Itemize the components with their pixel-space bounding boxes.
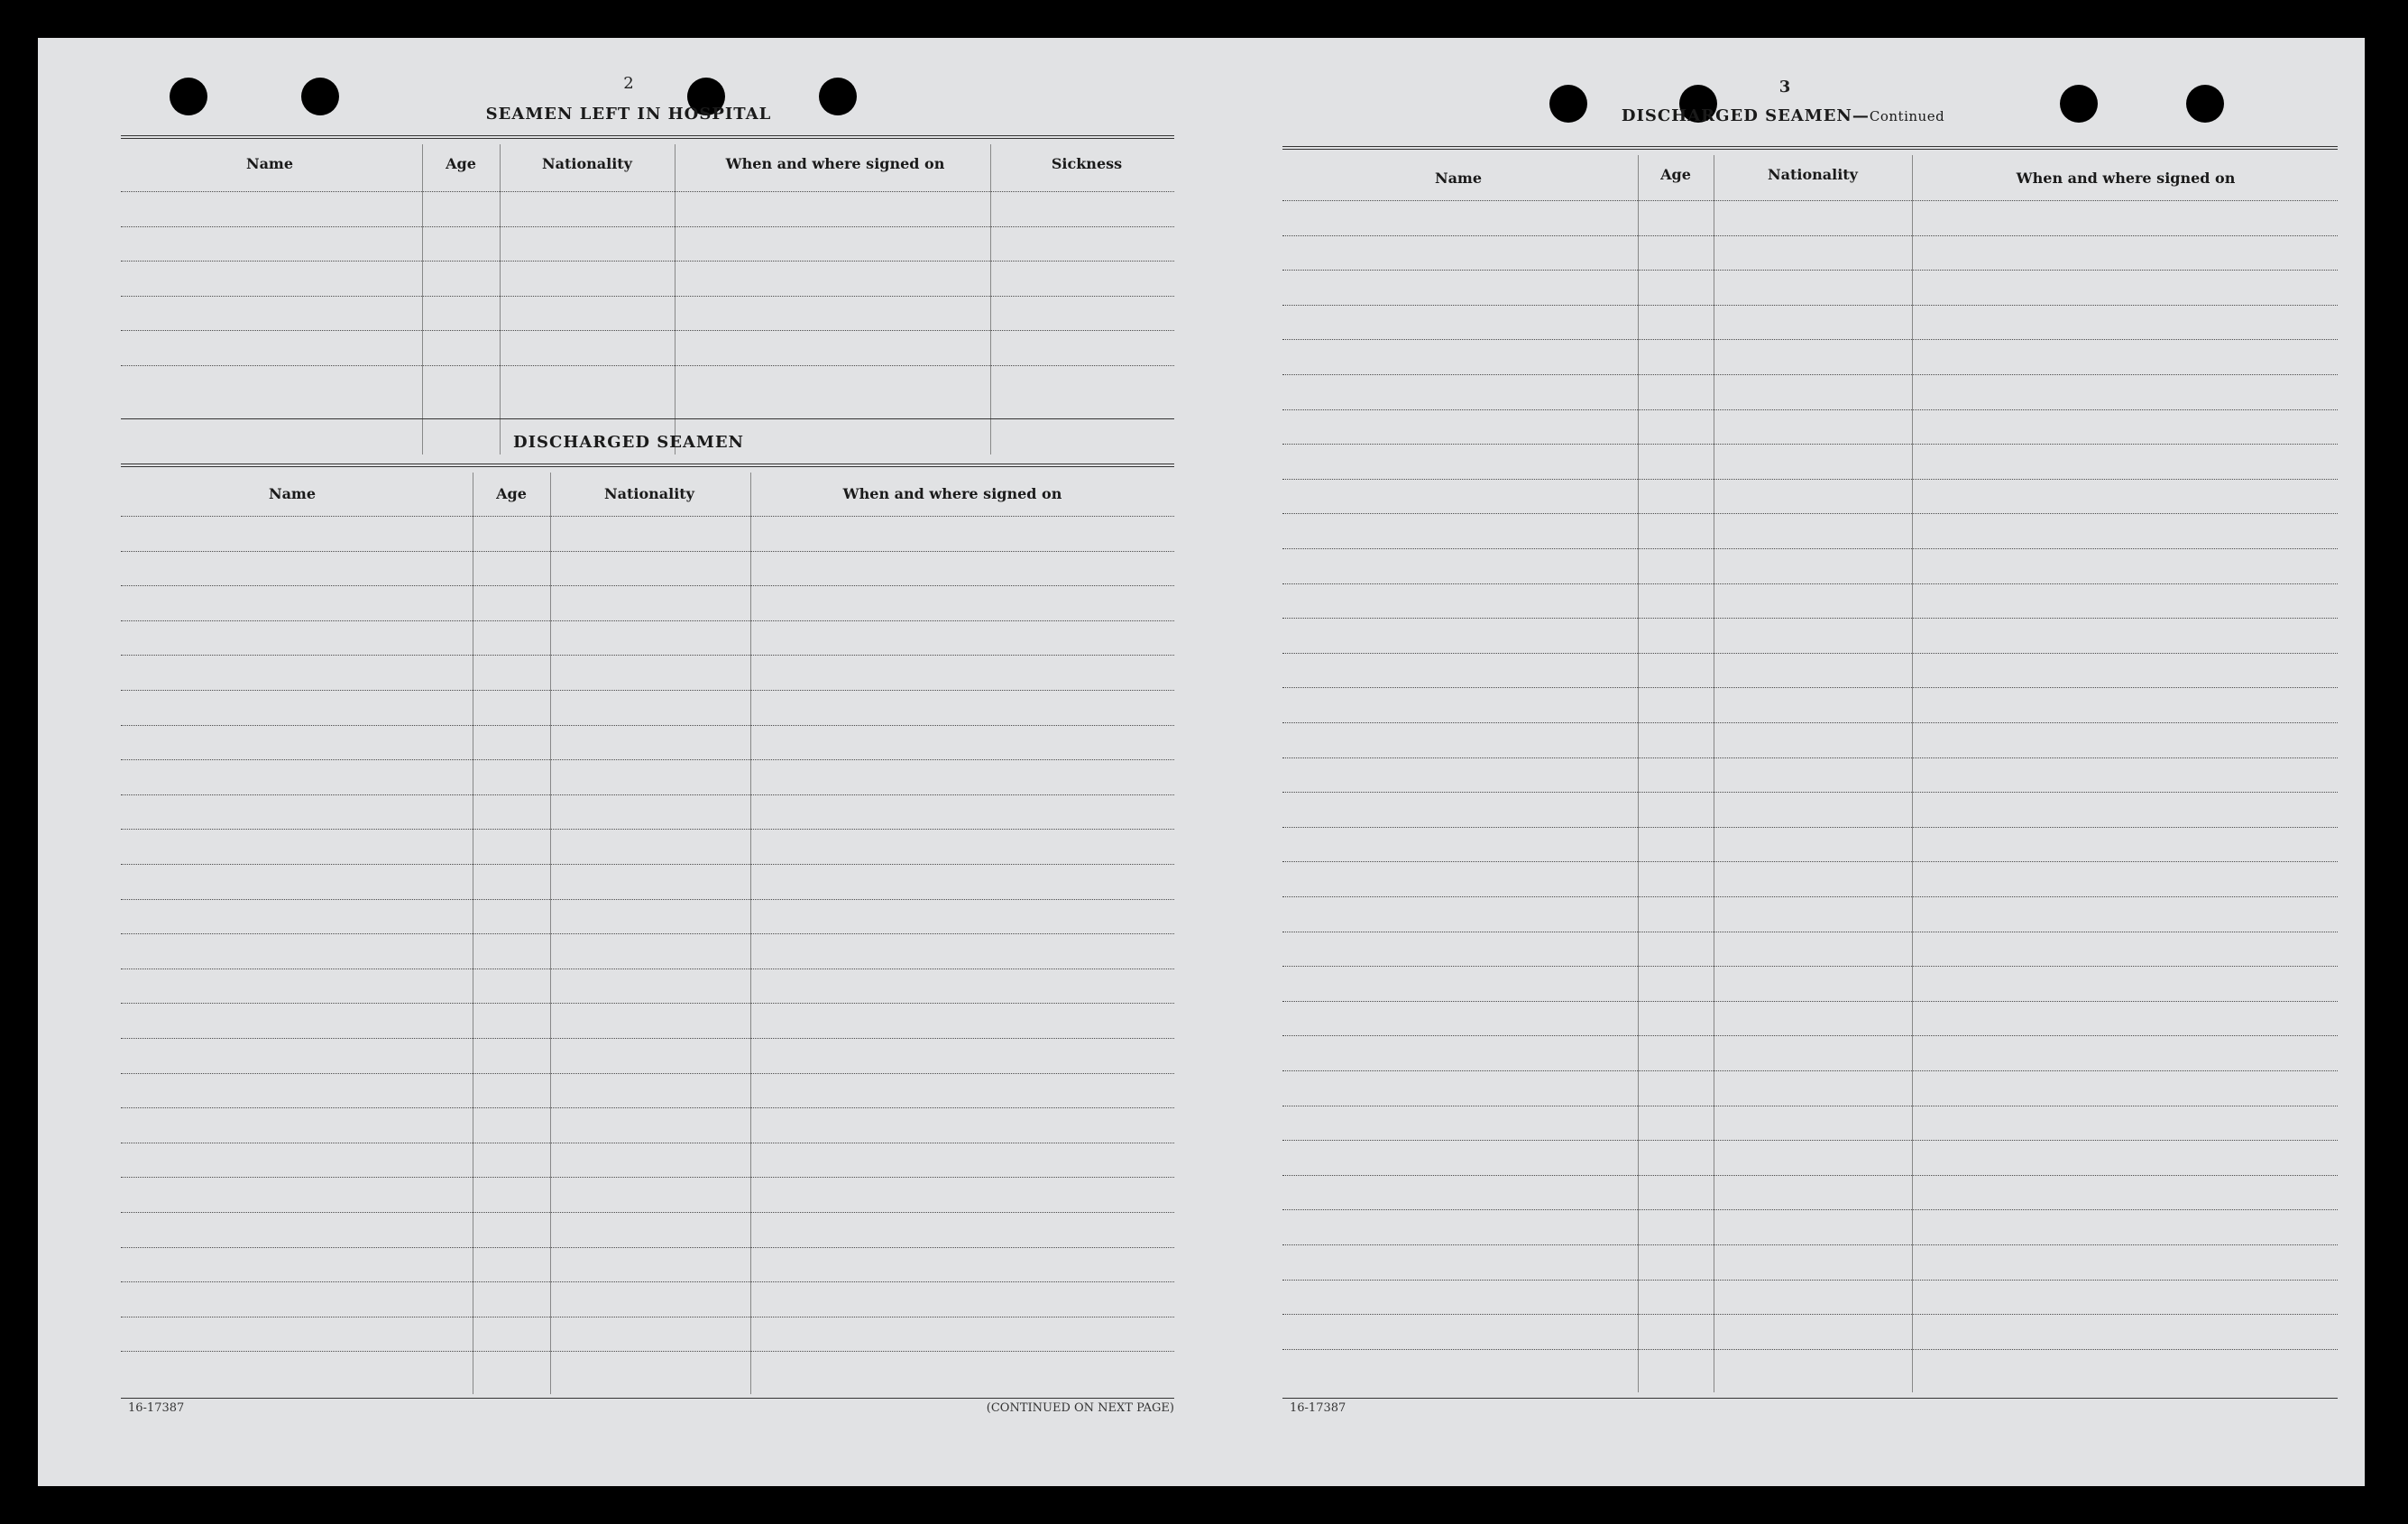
- table-row: [121, 759, 1174, 760]
- column-header-age: Age: [446, 155, 476, 172]
- table-row: [1282, 827, 2338, 828]
- table-row: [121, 191, 1174, 192]
- table-row: [1282, 653, 2338, 654]
- hospital-section-title: SEAMEN LEFT IN HOSPITAL: [485, 105, 772, 124]
- table-row: [121, 1247, 1174, 1248]
- table-row: [121, 261, 1174, 262]
- column-divider: [1912, 155, 1913, 1392]
- table-row: [121, 296, 1174, 297]
- table-row: [1282, 1244, 2338, 1245]
- table-row: [1282, 687, 2338, 688]
- continued-note: (CONTINUED ON NEXT PAGE): [986, 1401, 1174, 1415]
- table-row: [1282, 792, 2338, 793]
- column-header-signed-on: When and where signed on: [842, 485, 1062, 502]
- page-number: 3: [1778, 78, 1791, 96]
- table-row: [1282, 305, 2338, 306]
- table-row: [1282, 1280, 2338, 1281]
- discharged-continued-title: [1526, 106, 2040, 125]
- table-row: [121, 516, 1174, 517]
- table-row: [121, 725, 1174, 726]
- table-row: [1282, 270, 2338, 271]
- table-row: [121, 899, 1174, 900]
- discharged-table-top-rule: [121, 464, 1174, 467]
- table-row: [121, 551, 1174, 552]
- hospital-table-bottom-rule: [121, 418, 1174, 419]
- table-row: [121, 655, 1174, 656]
- table-row: [121, 620, 1174, 621]
- table-row: [121, 1281, 1174, 1282]
- column-header-name: Name: [245, 155, 294, 172]
- table-row: [1282, 583, 2338, 584]
- right-page-bottom-rule: [1282, 1398, 2338, 1399]
- table-row: [121, 794, 1174, 795]
- table-row: [121, 1351, 1174, 1352]
- title-continued: Continued: [1869, 108, 1945, 124]
- table-row: [1282, 896, 2338, 897]
- table-row: [1282, 618, 2338, 619]
- table-row: [1282, 1035, 2338, 1036]
- table-row: [1282, 1001, 2338, 1002]
- table-row: [1282, 1070, 2338, 1071]
- punch-hole: [2060, 85, 2098, 123]
- form-number: 16-17387: [128, 1401, 185, 1415]
- column-header-nationality: Nationality: [604, 485, 694, 502]
- table-row: [1282, 1175, 2338, 1176]
- table-row: [1282, 1314, 2338, 1315]
- table-row: [121, 1177, 1174, 1178]
- table-row: [121, 1003, 1174, 1004]
- table-row: [121, 1212, 1174, 1213]
- table-row: [121, 1038, 1174, 1039]
- form-number: 16-17387: [1290, 1401, 1346, 1415]
- column-header-sickness: Sickness: [1051, 155, 1123, 172]
- table-row: [1282, 339, 2338, 340]
- page-number: 2: [623, 74, 634, 93]
- table-row: [1282, 235, 2338, 236]
- column-divider: [1638, 155, 1639, 1392]
- table-row: [121, 933, 1174, 934]
- table-row: [1282, 757, 2338, 758]
- discharged-section-title: DISCHARGED SEAMEN: [512, 433, 745, 452]
- table-row: [1282, 479, 2338, 480]
- table-row: [1282, 200, 2338, 201]
- table-row: [121, 690, 1174, 691]
- column-header-age: Age: [1660, 166, 1691, 183]
- column-header-signed-on: When and where signed on: [725, 155, 945, 172]
- table-row: [1282, 722, 2338, 723]
- table-row: [1282, 374, 2338, 375]
- table-row: [121, 226, 1174, 227]
- table-row: [1282, 444, 2338, 445]
- column-header-name: Name: [1434, 170, 1483, 187]
- punch-hole: [301, 78, 339, 115]
- table-row: [121, 829, 1174, 830]
- table-row: [121, 1073, 1174, 1074]
- column-header-nationality: Nationality: [1768, 166, 1858, 183]
- table-row: [1282, 966, 2338, 967]
- hospital-table-top-rule: [121, 135, 1174, 139]
- form-sheet: [38, 38, 2365, 1486]
- table-row: [121, 585, 1174, 586]
- table-row: [1282, 861, 2338, 862]
- column-header-nationality: Nationality: [542, 155, 632, 172]
- table-row: [1282, 1140, 2338, 1141]
- punch-hole: [2186, 85, 2224, 123]
- table-row: [1282, 409, 2338, 410]
- column-header-name: Name: [268, 485, 317, 502]
- column-header-age: Age: [496, 485, 527, 502]
- table-row: [121, 330, 1174, 331]
- left-page-bottom-rule: [121, 1398, 1174, 1399]
- table-row: [121, 864, 1174, 865]
- table-row: [121, 365, 1174, 366]
- column-header-signed-on: When and where signed on: [2016, 170, 2236, 187]
- table-row: [1282, 1349, 2338, 1350]
- table-row: [121, 1107, 1174, 1108]
- table-row: [1282, 1209, 2338, 1210]
- title-main: DISCHARGED SEAMEN—: [1621, 106, 1870, 125]
- table-row: [1282, 513, 2338, 514]
- punch-hole: [170, 78, 207, 115]
- table-row: [1282, 548, 2338, 549]
- right-table-top-rule: [1282, 146, 2338, 150]
